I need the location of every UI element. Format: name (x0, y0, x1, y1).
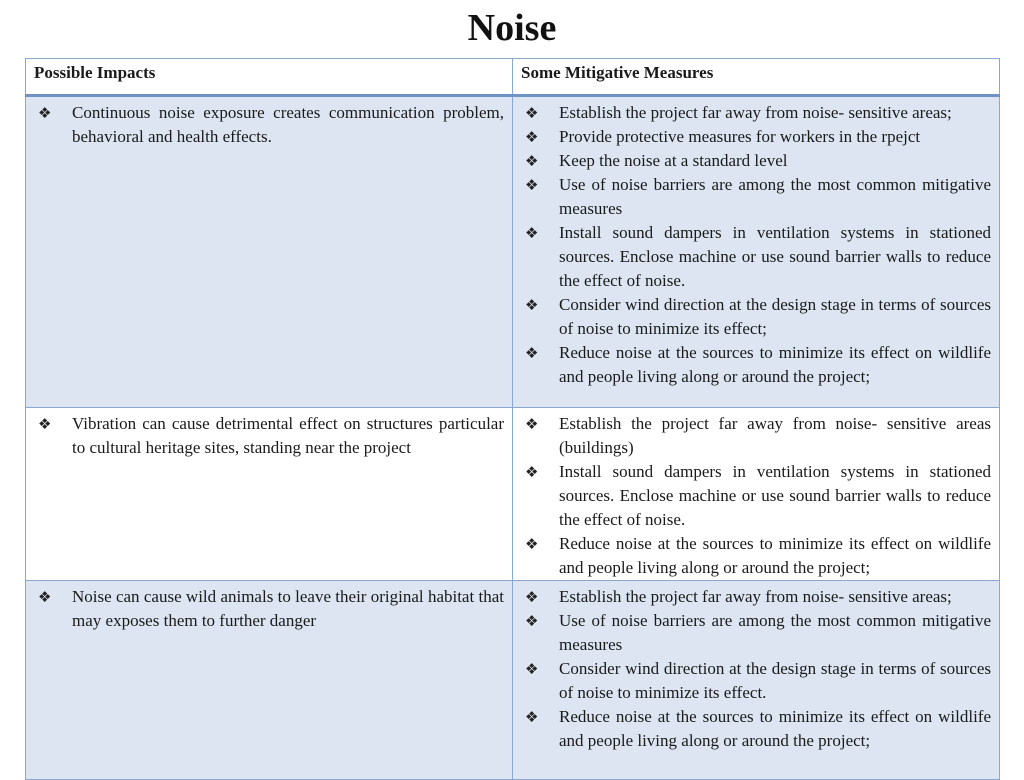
list-item: ❖ Keep the noise at a standard level (521, 149, 991, 173)
impacts-table (25, 58, 1000, 780)
diamond-bullet-icon: ❖ (525, 296, 539, 314)
measures-list (521, 412, 991, 580)
diamond-bullet-icon: ❖ (38, 104, 52, 122)
impacts-cell (26, 581, 513, 780)
impacts-list (34, 101, 504, 149)
diamond-bullet-icon: ❖ (525, 176, 539, 194)
list-item: ❖ Noise can cause wild animals to leave their original habitat that may exposes them to further danger (38, 587, 504, 630)
measures-cell (513, 581, 1000, 780)
list-item: ❖ Consider wind direction at the design stage in terms of sources of noise to minimize its effect. (525, 659, 991, 702)
list-item: ❖ Install sound dampers in ventilation systems in stationed sources. Enclose machine or use sound barrier walls to reduce the effect of noise. (525, 223, 991, 290)
list-item: ❖ Continuous noise exposure creates communication problem, behavioral and health effects. (38, 103, 504, 146)
list-item: ❖ Reduce noise at the sources to minimize its effect on wildlife and people living along or around the project; (525, 534, 991, 577)
measures-cell (513, 96, 1000, 408)
diamond-bullet-icon: ❖ (525, 224, 539, 242)
list-item: ❖ Reduce noise at the sources to minimize its effect on wildlife and people living along or around the project; (525, 343, 991, 386)
diamond-bullet-icon: ❖ (525, 463, 539, 481)
list-item: ❖ Use of noise barriers are among the most common mitigative measures (525, 611, 991, 654)
list-item: ❖ Vibration can cause detrimental effect on structures particular to cultural heritage sites, standing near the project (38, 414, 504, 457)
diamond-bullet-icon: ❖ (525, 612, 539, 630)
list-item: ❖ Consider wind direction at the design stage in terms of sources of noise to minimize its effect; (525, 295, 991, 338)
list-item: ❖ Install sound dampers in ventilation systems in stationed sources. Enclose machine or use sound barrier walls to reduce the effect of noise. (525, 462, 991, 529)
list-item: ❖ Establish the project far away from noise- sensitive areas; (521, 585, 991, 609)
impacts-list (34, 585, 504, 633)
measures-list (521, 585, 991, 753)
header-possible-impacts: Possible Impacts (26, 59, 513, 96)
table-row (26, 408, 1000, 581)
diamond-bullet-icon: ❖ (525, 660, 539, 678)
impacts-cell (26, 96, 513, 408)
impacts-list (34, 412, 504, 460)
diamond-bullet-icon: ❖ (525, 104, 539, 122)
diamond-bullet-icon: ❖ (38, 588, 52, 606)
page-title: Noise (467, 7, 557, 49)
list-item: ❖ Establish the project far away from noise- sensitive areas; (521, 101, 991, 125)
measures-list (521, 101, 991, 389)
header-mitigative-measures: Some Mitigative Measures (513, 59, 1000, 96)
list-item: ❖ Use of noise barriers are among the most common mitigative measures (525, 175, 991, 218)
diamond-bullet-icon: ❖ (525, 588, 539, 606)
diamond-bullet-icon: ❖ (525, 415, 539, 433)
diamond-bullet-icon: ❖ (525, 535, 539, 553)
list-item: ❖ Reduce noise at the sources to minimize its effect on wildlife and people living along or around the project; (525, 707, 991, 750)
table-header-row (26, 59, 1000, 96)
diamond-bullet-icon: ❖ (525, 128, 539, 146)
diamond-bullet-icon: ❖ (525, 344, 539, 362)
list-item: ❖ Establish the project far away from noise- sensitive areas (buildings) (525, 414, 991, 457)
diamond-bullet-icon: ❖ (38, 415, 52, 433)
list-item: ❖ Provide protective measures for workers in the rpejct (521, 125, 991, 149)
diamond-bullet-icon: ❖ (525, 152, 539, 170)
table-row (26, 581, 1000, 780)
diamond-bullet-icon: ❖ (525, 708, 539, 726)
impacts-cell (26, 408, 513, 581)
measures-cell (513, 408, 1000, 581)
table-row (26, 96, 1000, 408)
